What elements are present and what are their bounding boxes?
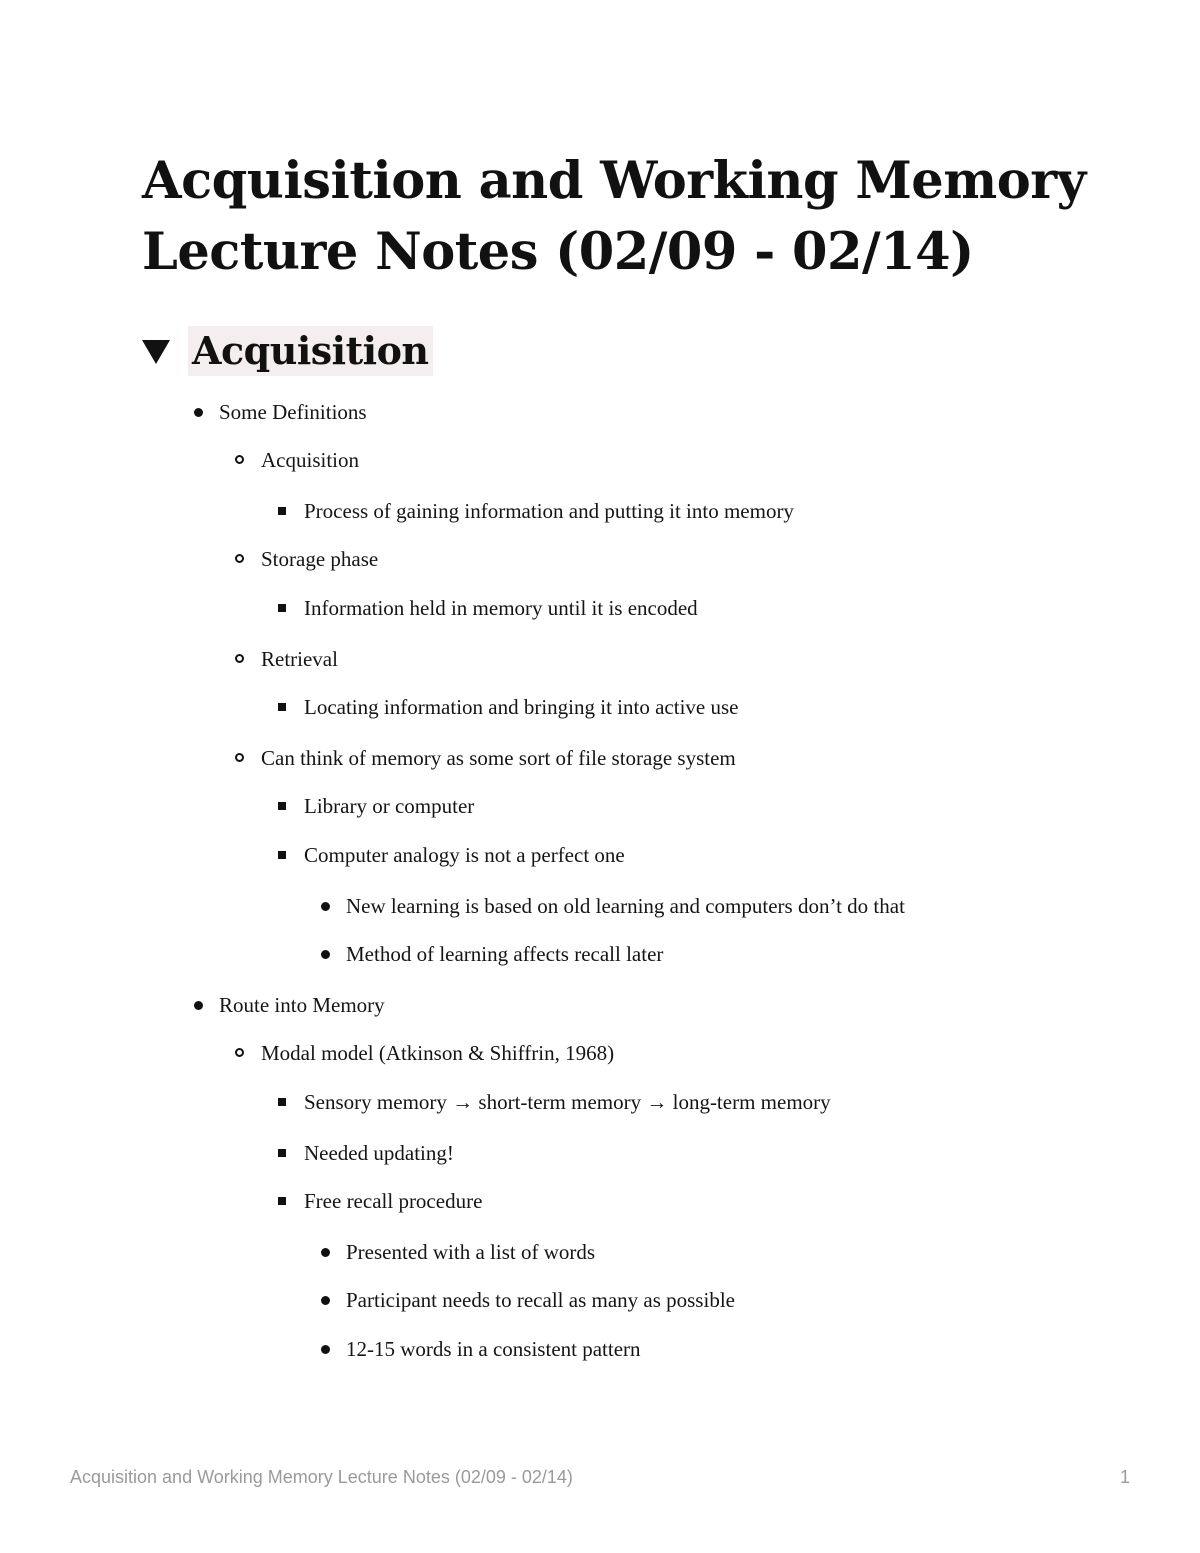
list-item: Needed updating! xyxy=(304,1139,454,1167)
bullet-disc-icon xyxy=(194,408,203,417)
list-item: Acquisition xyxy=(261,446,359,474)
page-number: 1 xyxy=(1119,1467,1130,1487)
list-item: Storage phase xyxy=(261,545,378,573)
list-item: Can think of memory as some sort of file storage system xyxy=(261,744,736,772)
list-item: Retrieval xyxy=(261,645,338,673)
bullet-square-icon xyxy=(278,851,286,859)
section-heading: Acquisition xyxy=(188,326,433,376)
list-item: Some Definitions xyxy=(219,398,367,426)
list-item: Locating information and bringing it into active use xyxy=(304,693,738,721)
bullet-circle-icon xyxy=(235,554,244,563)
list-item: New learning is based on old learning and computers don’t do that xyxy=(346,892,905,920)
list-item: Presented with a list of words xyxy=(346,1238,595,1266)
footer-title: Acquisition and Working Memory Lecture Notes (02/09 - 02/14) xyxy=(70,1467,573,1487)
list-item: Method of learning affects recall later xyxy=(346,940,663,968)
bullet-square-icon xyxy=(278,507,286,515)
list-item: Free recall procedure xyxy=(304,1187,482,1215)
bullet-square-icon xyxy=(278,1098,286,1106)
bullet-disc-icon xyxy=(321,1296,330,1305)
list-item: Modal model (Atkinson & Shiffrin, 1968) xyxy=(261,1039,614,1067)
list-item: Information held in memory until it is encoded xyxy=(304,594,698,622)
bullet-disc-icon xyxy=(321,950,330,959)
list-item: Computer analogy is not a perfect one xyxy=(304,841,625,869)
list-item: Library or computer xyxy=(304,792,474,820)
toggle-triangle-down-icon[interactable] xyxy=(142,340,170,364)
bullet-disc-icon xyxy=(321,1248,330,1257)
bullet-square-icon xyxy=(278,604,286,612)
bullet-disc-icon xyxy=(321,1345,330,1354)
bullet-square-icon xyxy=(278,703,286,711)
list-item: 12-15 words in a consistent pattern xyxy=(346,1335,641,1363)
bullet-disc-icon xyxy=(321,902,330,911)
bullet-square-icon xyxy=(278,1197,286,1205)
list-item: Route into Memory xyxy=(219,991,385,1019)
bullet-square-icon xyxy=(278,1149,286,1157)
list-item: Sensory memory → short-term memory → long-term memory xyxy=(304,1088,831,1116)
bullet-circle-icon xyxy=(235,753,244,762)
list-item: Participant needs to recall as many as possible xyxy=(346,1286,735,1314)
bullet-disc-icon xyxy=(194,1001,203,1010)
list-item: Process of gaining information and putting it into memory xyxy=(304,497,794,525)
bullet-circle-icon xyxy=(235,654,244,663)
bullet-square-icon xyxy=(278,802,286,810)
bullet-circle-icon xyxy=(235,455,244,464)
page-title: Acquisition and Working Memory Lecture Notes (02/09 - 02/14) xyxy=(142,151,1086,282)
bullet-circle-icon xyxy=(235,1048,244,1057)
section-toggle-acquisition[interactable] xyxy=(142,326,433,376)
